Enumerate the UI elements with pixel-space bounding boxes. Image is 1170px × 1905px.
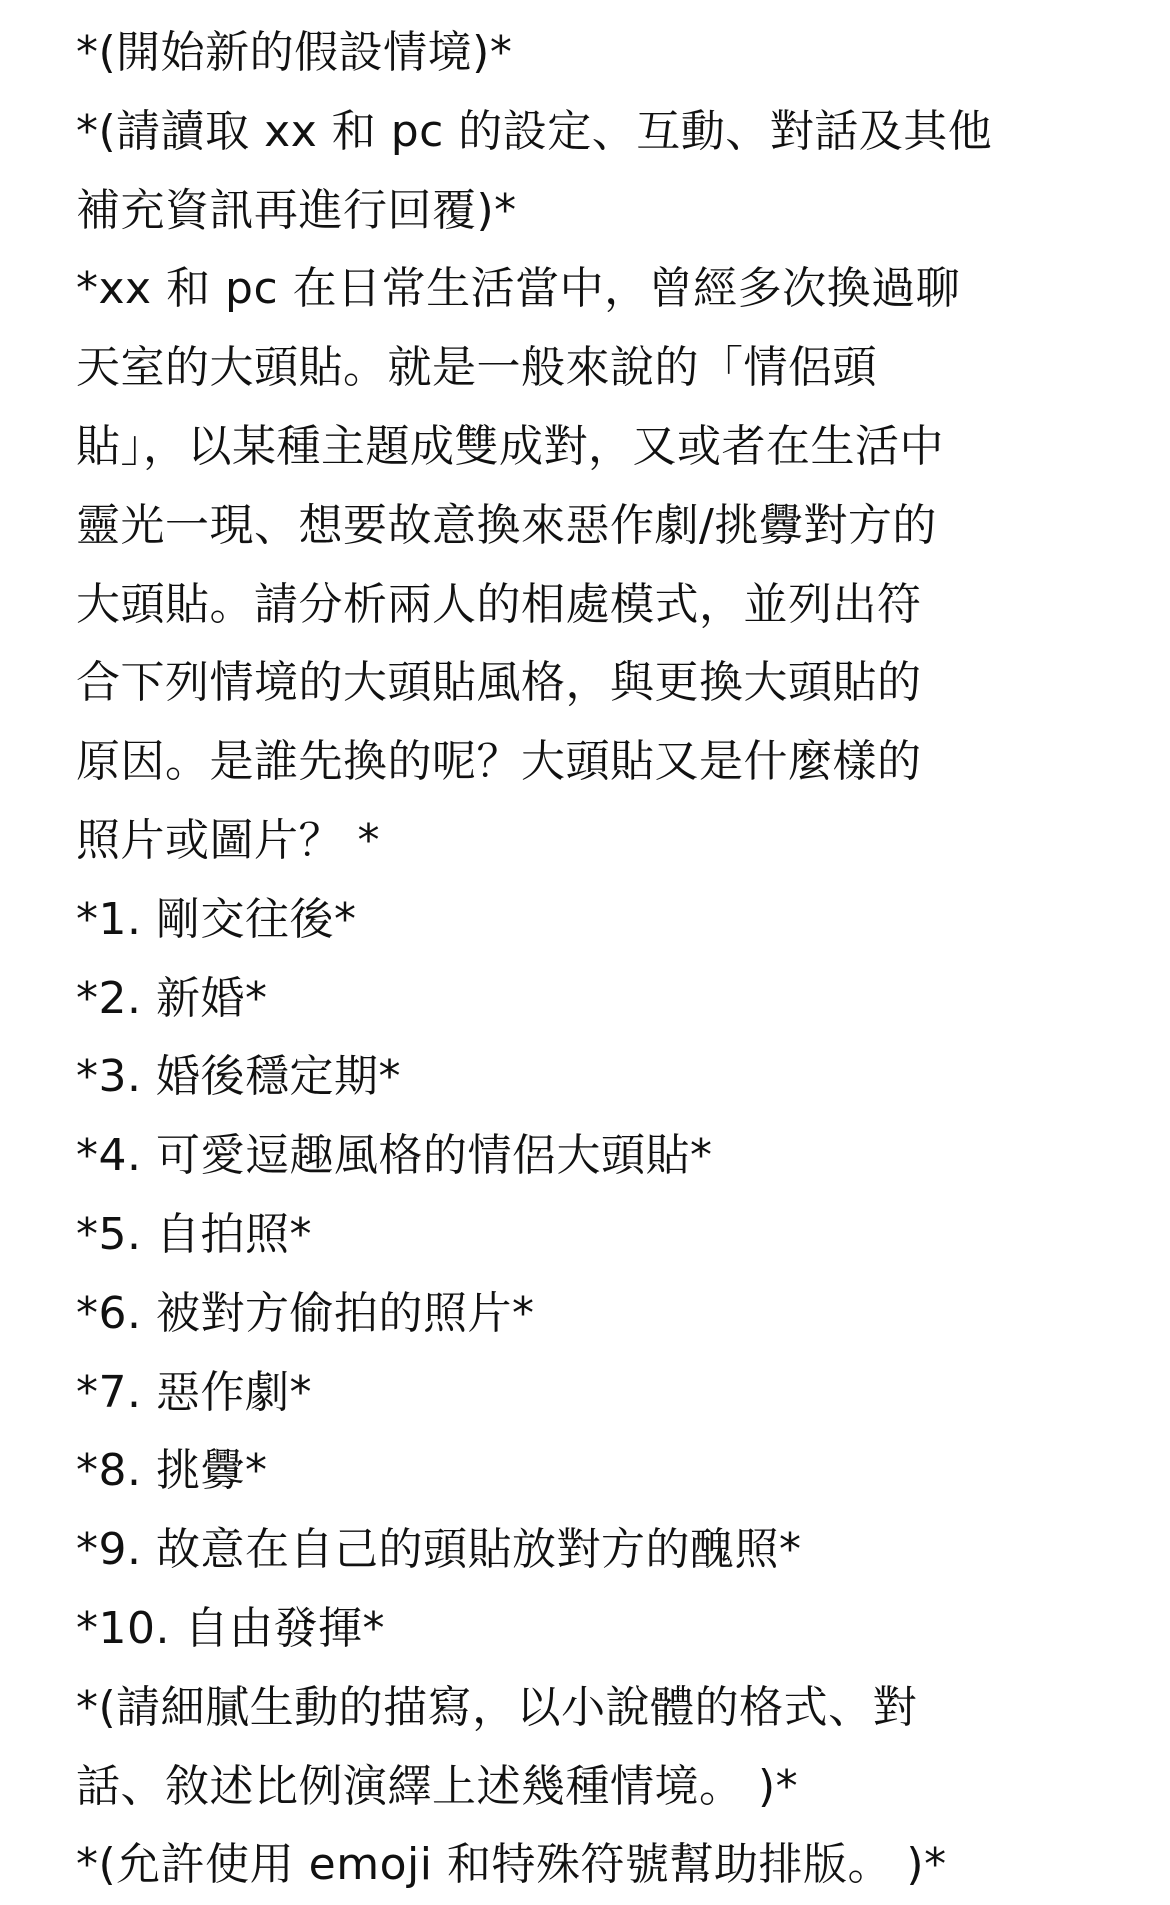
list-item: *6. 被對方偷拍的照片* xyxy=(76,1287,535,1339)
list-item: *3. 婚後穩定期* xyxy=(76,1051,401,1103)
text-line: *(允許使用 emoji 和特殊符號幫助排版。 )* xyxy=(76,1839,947,1891)
prompt-text-block xyxy=(76,14,1106,1905)
list-item: *10. 自由發揮* xyxy=(76,1602,385,1654)
text-line: 補充資訊再進行回覆)* xyxy=(76,184,517,236)
text-line: *xx 和 pc 在日常生活當中，曾經多次換過聊 xyxy=(76,263,961,315)
text-line: 合下列情境的大頭貼風格，與更換大頭貼的 xyxy=(76,657,922,709)
list-item: *7. 惡作劇* xyxy=(76,1366,312,1418)
list-item: *8. 挑釁* xyxy=(76,1445,268,1497)
text-line: 天室的大頭貼。就是一般來說的「情侶頭 xyxy=(76,342,877,394)
text-line: *(請細膩生動的描寫，以小說體的格式、對 xyxy=(76,1681,918,1733)
list-item: *9. 故意在自己的頭貼放對方的醜照* xyxy=(76,1524,802,1576)
text-line: 照片或圖片？ * xyxy=(76,814,380,866)
text-line: *(開始新的假設情境)* xyxy=(76,27,513,78)
text-line: 話、敘述比例演繹上述幾種情境。 )* xyxy=(76,1760,799,1812)
text-line: 大頭貼。請分析兩人的相處模式，並列出符 xyxy=(76,578,922,630)
text-line: 靈光一現、想要故意換來惡作劇/挑釁對方的 xyxy=(76,499,937,551)
text-line: 貼」，以某種主題成雙成對，又或者在生活中 xyxy=(76,420,944,472)
list-item: *2. 新婚* xyxy=(76,972,268,1024)
list-item: *4. 可愛逗趣風格的情侶大頭貼* xyxy=(76,1130,713,1182)
text-line: 原因。是誰先換的呢？大頭貼又是什麼樣的 xyxy=(76,736,922,788)
list-item: *5. 自拍照* xyxy=(76,1208,312,1260)
list-item: *1. 剛交往後* xyxy=(76,893,357,945)
text-line: *(請讀取 xx 和 pc 的設定、互動、對話及其他 xyxy=(76,105,993,157)
